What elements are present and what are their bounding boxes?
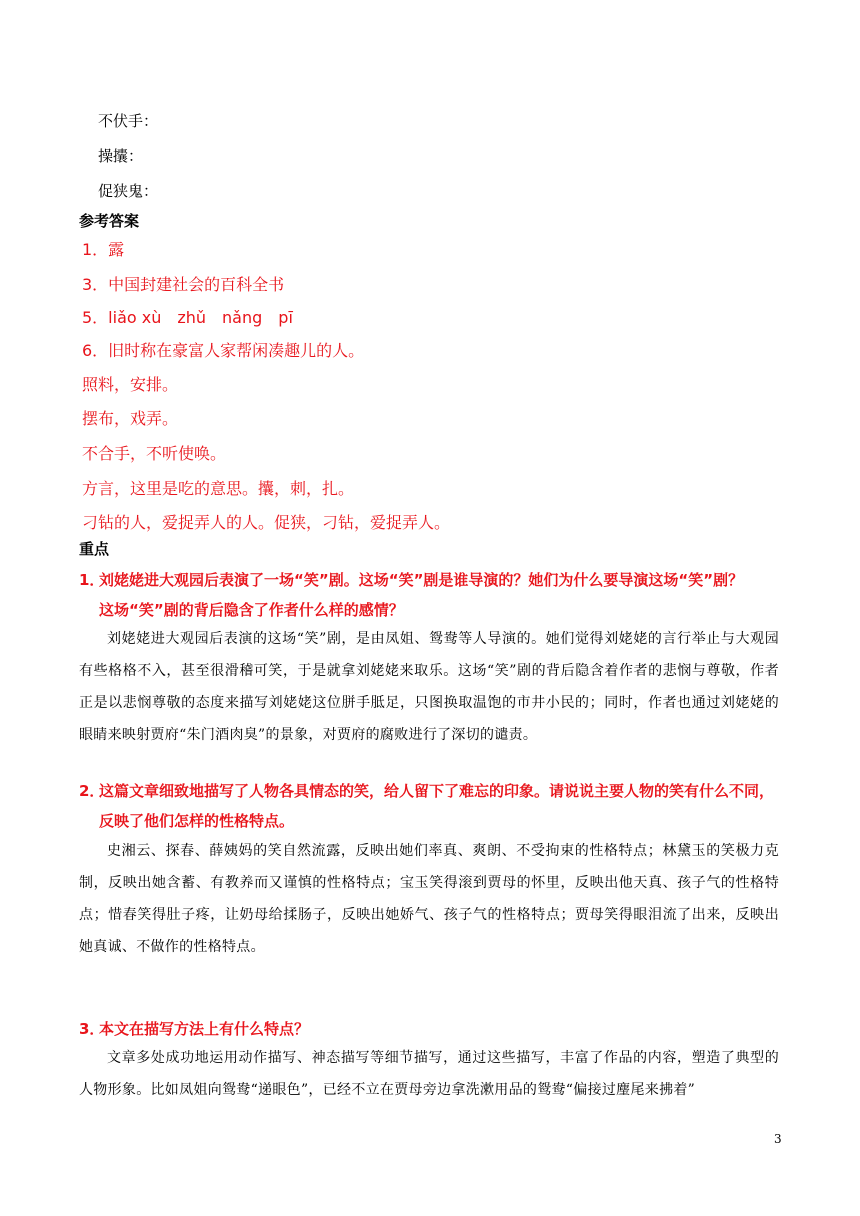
answer-3: 3．中国封建社会的百科全书 — [82, 275, 285, 294]
term-cu-xia-gui: 促狭鬼： — [98, 182, 159, 200]
question-3 — [79, 1014, 789, 1044]
question-text: 刘姥姥进大观园后表演了一场“笑”剧。这场“笑”剧是谁导演的？她们为什么要导演这场“笑”剧？ — [99, 571, 744, 589]
answer-6-3: 摆布，戏弄。 — [82, 409, 179, 428]
question-text-continued: 反映了他们怎样的性格特点。 — [99, 812, 295, 830]
answer-paragraph-1: 刘姥姥进大观园后表演的这场“笑”剧，是由凤姐、鸳鸯等人导演的。她们觉得刘姥姥的言行举止与大观园有些格格不入，甚至很滑稽可笑，于是就拿刘姥姥来取乐。这场“笑”剧的背后隐含着作者的悲悯与尊敬，作者正是以悲悯尊敬的态度来描写刘姥姥这位胼手胝足，只图换取温饱的市井小民的；同时，作者也通过刘姥姥的眼睛来映射贾府“朱门酒肉臭”的景象，对贾府的腐败进行了深切的谴责。 — [79, 631, 779, 743]
question-1 — [79, 565, 789, 625]
answer-6: 6．旧时称在豪富人家帮闲凑趣儿的人。 — [82, 341, 365, 360]
question-number: 1． — [79, 571, 105, 589]
answers-heading: 参考答案 — [79, 212, 140, 230]
answer-1: 1．露 — [82, 240, 125, 259]
page-number: 3 — [774, 1132, 782, 1146]
answer-6-2: 照料，安排。 — [82, 375, 179, 394]
answer-5: 5．liǎo xù zhǔ nǎng pī — [82, 308, 293, 327]
question-number: 2． — [79, 782, 105, 800]
term-cao-nang: 操攮： — [98, 147, 144, 165]
answer-6-5: 方言，这里是吃的意思。攮，刺，扎。 — [82, 479, 355, 498]
question-text-continued: 这场“笑”剧的背后隐含了作者什么样的感情？ — [99, 601, 404, 619]
answer-paragraph-2: 史湘云、探春、薛姨妈的笑自然流露，反映出她们率真、爽朗、不受拘束的性格特点；林黛玉的笑极力克制，反映出她含蓄、有教养而又谨慎的性格特点；宝玉笑得滚到贾母的怀里，反映出他天真、孩子气的性格特点；惜春笑得肚子疼，让奶母给揉肠子，反映出她娇气、孩子气的性格特点；贾母笑得眼泪流了出来，反映出她真诚、不做作的性格特点。 — [79, 843, 779, 955]
answer-paragraph-3: 文章多处成功地运用动作描写、神态描写等细节描写，通过这些描写，丰富了作品的内容，塑造了典型的人物形象。比如凤姐向鸳鸯“递眼色”，已经不立在贾母旁边拿洗漱用品的鸳鸯“偏接过麈尾来拂着” — [79, 1050, 779, 1098]
answer-6-6: 刁钻的人，爱捉弄人的人。促狭，刁钻，爱捉弄人。 — [82, 513, 451, 532]
term-bu-fu-shou: 不伏手： — [98, 112, 159, 130]
key-heading: 重点 — [79, 540, 110, 558]
answer-6-4: 不合手，不听使唤。 — [82, 444, 227, 463]
question-text: 这篇文章细致地描写了人物各具情态的笑，给人留下了难忘的印象。请说说主要人物的笑有什么不同， — [99, 782, 775, 800]
question-2 — [79, 776, 789, 836]
question-text: 本文在描写方法上有什么特点？ — [99, 1020, 310, 1038]
question-number: 3． — [79, 1020, 105, 1038]
